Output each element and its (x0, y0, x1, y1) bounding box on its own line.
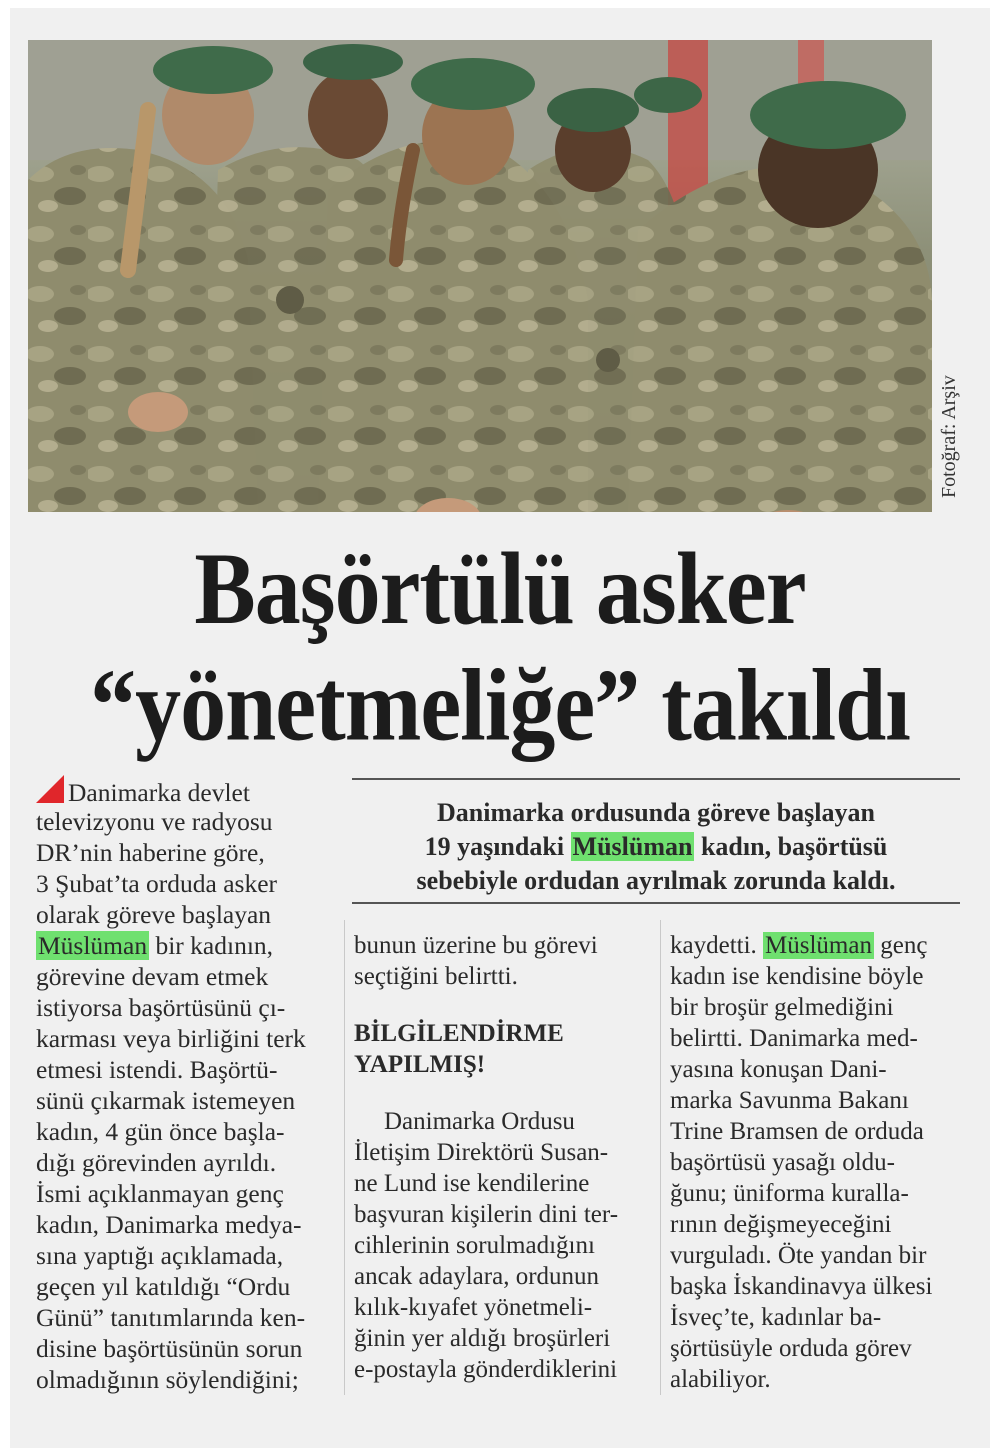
spot-rule-bottom (352, 902, 960, 904)
body-line: kılık-kıyafet yönetmeli- (354, 1294, 593, 1321)
body-text: bir kadının, (149, 931, 274, 960)
highlight-muslim: Müslüman (38, 931, 148, 960)
body-line: alabiliyor. (670, 1366, 771, 1393)
deck-text: 19 yaşındaki (424, 832, 571, 861)
headline-line-2: “yönetmeliğe” takıldı (90, 647, 910, 762)
article-column-3 (670, 930, 960, 1395)
body-line: İsveç’te, kadınlar ba- (670, 1304, 882, 1331)
subheading-line-1: BİLGİLENDİRME (354, 1020, 564, 1047)
headline (0, 530, 1000, 763)
body-line: sına yaptığı açıklamada, (36, 1241, 284, 1270)
body-line: vurguladı. Öte yandan bir (670, 1242, 927, 1269)
body-line: belirtti. Danimarka med- (670, 1025, 918, 1052)
body-text: Danimarka devlet (68, 778, 250, 807)
body-line: ancak adaylara, ordunun (354, 1263, 600, 1290)
body-line: bir broşür gelmediğini (670, 994, 894, 1021)
body-line: bunun üzerine bu görevi (354, 932, 598, 959)
spot-rule-top (352, 778, 960, 780)
body-line: kadın ise kendisine böyle (670, 963, 924, 990)
body-line: marka Savunma Bakanı (670, 1087, 909, 1114)
body-line: başörtüsü yasağı oldu- (670, 1149, 895, 1176)
body-line: istiyorsa başörtüsünü çı- (36, 993, 286, 1022)
body-line: şörtüsüyle orduda görev (670, 1335, 912, 1362)
article-column-2 (354, 930, 650, 1385)
body-line (670, 930, 960, 961)
body-line: yasına konuşan Dani- (670, 1056, 887, 1083)
photo-credit: Fotoğraf: Arşiv (938, 375, 960, 498)
body-line: etmesi istendi. Başörtü- (36, 1055, 278, 1084)
body-line: kadın, 4 gün önce başla- (36, 1117, 285, 1146)
body-line: cihlerinin sorulmadığını (354, 1232, 595, 1259)
body-text: kaydetti. (670, 932, 764, 959)
article-column-1 (36, 775, 332, 1395)
body-line: Günü” tanıtımlarında ken- (36, 1303, 306, 1332)
body-line: başvuran kişilerin dini ter- (354, 1201, 619, 1228)
body-line: İsmi açıklanmayan genç (36, 1179, 284, 1208)
body-text: genç (873, 932, 928, 959)
body-line: ğunu; üniforma kuralla- (670, 1180, 909, 1207)
body-line: geçen yıl katıldığı “Ordu (36, 1272, 291, 1301)
deck-line-3: sebebiyle ordudan ayrılmak zorunda kaldı. (416, 866, 896, 895)
highlight-muslim: Müslüman (572, 832, 693, 861)
body-line: 3 Şubat’ta orduda asker (36, 869, 278, 898)
body-line: Danimarka Ordusu (384, 1108, 575, 1135)
body-line: Trine Bramsen de orduda (670, 1118, 924, 1145)
body-line: ğinin yer aldığı broşürleri (354, 1325, 611, 1352)
body-line: sünü çıkarmak istemeyen (36, 1086, 296, 1115)
spacer (354, 992, 650, 1018)
body-line: başka İskandinavya ülkesi (670, 1273, 933, 1300)
body-line: DR’nin haberine göre, (36, 838, 265, 867)
deck-line-2 (352, 830, 960, 864)
article-deck (352, 796, 960, 898)
column-divider (660, 920, 661, 1395)
body-line: olmadığının söylendiğini; (36, 1365, 299, 1394)
body-line: görevine devam etmek (36, 962, 269, 991)
deck-line-1: Danimarka ordusunda göreve başlayan (437, 798, 875, 827)
spacer (354, 1080, 650, 1106)
body-line: disine başörtüsünün sorun (36, 1334, 303, 1363)
body-line (36, 930, 332, 961)
highlight-muslim: Müslüman (765, 932, 872, 959)
deck-text: kadın, başörtüsü (694, 832, 888, 861)
body-line: ne Lund ise kendilerine (354, 1170, 590, 1197)
body-line: dığı görevinden ayrıldı. (36, 1148, 277, 1177)
column-divider (344, 920, 345, 1395)
article-photo (28, 40, 932, 512)
subheading-line-2: YAPILMIŞ! (354, 1051, 486, 1078)
body-line: rının değişmeyeceğini (670, 1211, 892, 1238)
body-line (36, 775, 332, 806)
body-line: İletişim Direktörü Susan- (354, 1139, 609, 1166)
body-line: kadın, Danimarka medya- (36, 1210, 302, 1239)
headline-line-1: Başörtülü asker (194, 531, 806, 646)
body-line: olarak göreve başlayan (36, 900, 272, 929)
red-triangle-icon (36, 775, 64, 803)
soldiers-illustration (28, 40, 932, 512)
body-line: e-postayla gönderdiklerini (354, 1356, 618, 1383)
body-line: seçtiğini belirtti. (354, 963, 518, 990)
body-line: karması veya birliğini terk (36, 1024, 306, 1053)
body-line: televizyonu ve radyosu (36, 807, 273, 836)
